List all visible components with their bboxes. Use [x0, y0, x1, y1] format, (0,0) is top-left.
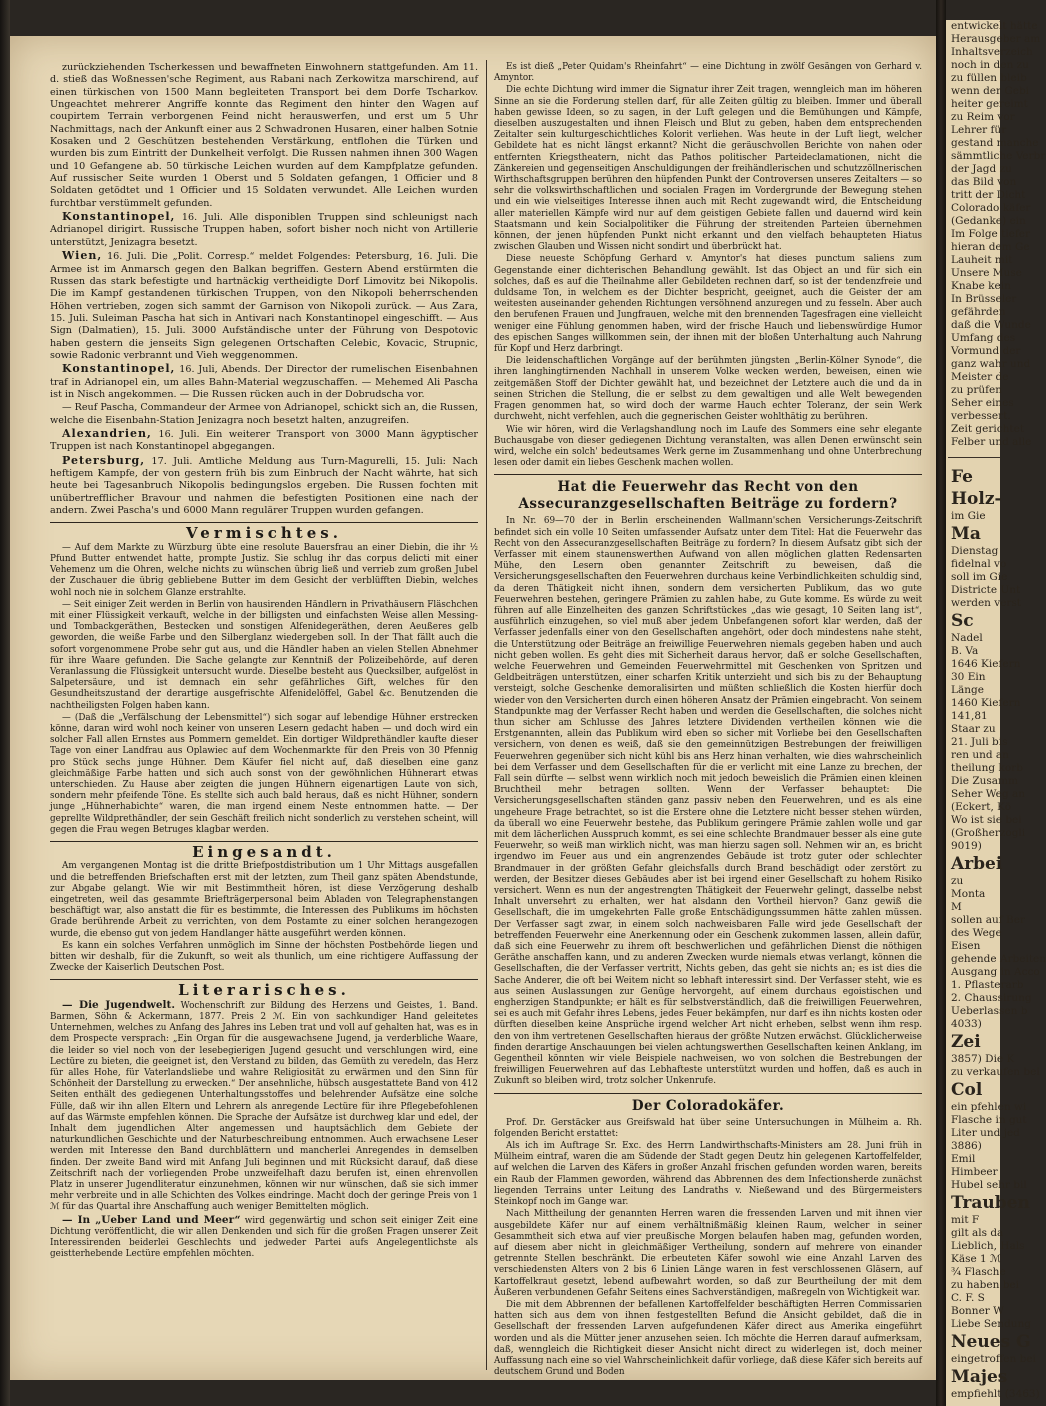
- vermischtes-item-3: — (Daß die „Verfälschung der Lebensmittel“) sich sogar auf lebendige Hühner erstrecken könne, daran wird wohl noch keiner von unseren Lesern gedacht haben — und doch wird ein solcher Fall allen Ernstes aus Pommern gemeldet. Ein dortiger Wildprethändler kaufte dieser Tage von einer Landfrau aus Oplawiec auf dem Wochenmarkte für den Preis von 30 Pfennig pro Stück sechs junge Hühner. Dem Käufer fiel nicht auf, daß dieselben eine ganz gleichmäßige Farbe hatten und sich auch sonst von der gewöhnlichen Hühnerart etwas unterschieden. Zu Hause aber zeigten die jungen Hühnern eigenartigen Laute von sich, sondern mehr pfeifende Töne. Es stellte sich auch bald heraus, daß es nicht Hühner, sondern junge „Hühnerhabichte“ waren, die man irgend einem Neste entnommen hatte. — Der geprellte Wildprethändler, der sein Geschäft freilich nicht sonderlich zu verstehen scheint, will gegen die Frau wegen Betruges klagbar werden.: [50, 712, 478, 835]
- adjacent-fragment: (Gedanke) ein: [951, 215, 1026, 227]
- adjacent-fragment: Hubel sehr bil: [951, 1179, 1027, 1191]
- adjacent-fragment: gehende Arbeiten: [951, 953, 1046, 965]
- adjacent-fragment: Umfang des: [951, 332, 1016, 344]
- review-paragraph-2: Die echte Dichtung wird immer die Signatur ihrer Zeit tragen, wenngleich man im höheren Sinne an sie die Forderung stellen darf, für alle Zeiten gültig zu bleiben. Immer und überall haben gewisse Ideen, so zu sagen, in der Luft gelegen und die Bemühungen und Kämpfe, dieselben auszugestalten und ihnen Fleisch und Blut zu geben, haben dem entsprechenden Zeitalter sein kulturgeschichtliches Kolorit verliehen. Was heute in der Luft liegt, welcher Gebildete hat es nicht längst erkannt? Nicht die geräuschvollen Berichte von nahen oder entfernten Kriegstheatern, nicht das Pathos politischer Parteideclamationen, nicht die Zänkereien und gegenseitigen Anschuldigungen der freihändlerischen und schutzzöllnerischen Wirthschaftsgruppen berühren den hüpfenden Punkt der Controversen unseres Zeitalters — so sehr die volkswirthschaftlichen und socialen Fragen im Vordergrunde der Bewegung stehen und ein wie vielseitiges Interesse ihnen auch mit Recht zugewandt wird, die Entscheidung aller materiellen Kämpfe wird nur auf dem geistigen Gebiete fallen und dauernd wird kein Staatsmann und kein Socialpolitiker die Führung der streitenden Parteien übernehmen können, der jenen hüpfenden Punkt nicht erkannt und den vielfach behaupteten Hiatus zwischen Glauben und Wissen nicht sondirt und überbrückt hat.: [494, 85, 922, 253]
- adjacent-fragment: Knabe kein: [951, 280, 1011, 292]
- adjacent-fragment: Colorado käfer: [951, 202, 1031, 214]
- dispatch-place: Konstantinopel,: [62, 210, 176, 224]
- adjacent-fragment: noch in den zu: [951, 59, 1029, 71]
- section-divider: [50, 841, 478, 842]
- adjacent-fragment: empfiehlt (3463): [951, 1388, 1040, 1400]
- colorado-paragraph-1: Prof. Dr. Gerstäcker aus Greifswald hat über seine Untersuchungen in Mülheim a. Rh. folgenden Bericht erstattet:: [494, 1117, 922, 1139]
- adjacent-fragment: mit F: [951, 1214, 980, 1226]
- section-divider: [494, 474, 922, 475]
- adjacent-fragment: 3886): [951, 1140, 982, 1152]
- adjacent-fragment: zu prüfen: [951, 384, 1002, 396]
- adjacent-fragment: Lauheit mit: [951, 254, 1013, 266]
- adjacent-fragment: hieran dem Ge: [951, 241, 1030, 253]
- adjacent-fragment: Liebe Sendung: [951, 1318, 1031, 1330]
- dispatch-place: Wien,: [62, 249, 103, 263]
- review-text: wird gegenwärtig und schon seit einiger Zeit eine Dichtung veröffentlicht, die wir allen Denkenden und sich für die großen Fragen unserer Zeit Interessirenden beiderlei Geschlechts und jedweder Partei aufs Angelegentlichste als geistterhebende Lectüre empfehlen möchten.: [50, 1215, 478, 1260]
- adjacent-fragment: Wo ist sie bei: [951, 814, 1022, 826]
- adjacent-fragment: Ueberlassen b: [951, 1005, 1028, 1017]
- adjacent-text-fragments: [946, 20, 1046, 449]
- adjacent-fragment: Col: [951, 1080, 983, 1100]
- adjacent-fragment: entwickelt hätte: [951, 20, 1038, 32]
- eingesandt-paragraph-1: Am vergangenen Montag ist die dritte Briefpostdistribution um 1 Uhr Mittags ausgefallen und die betreffenden Briefschaften erst mit der letzten, zum Theil ganz späten Abendstunde, zur Abgabe gelangt. Wie wir mit Bestimmtheit hören, ist diese Verzögerung deshalb eingetreten, weil das gesammte Briefträgerpersonal beim Abladen von Telegraphenstangen beschäftigt war, also anstatt die für es bestimmte, die Interessen des Publikums im höchsten Grade berührende Arbeit zu verrichten, von dem Postamte zu einer solchen herangezogen wurde, die ebenso gut von jedem Handlanger hätte ausgeführt werden können.: [50, 861, 478, 939]
- adjacent-fragment: werden verst: [951, 597, 1022, 609]
- adjacent-fragment: gilt als da: [951, 1227, 1004, 1239]
- coloradokaefer-article: [494, 1118, 922, 1379]
- adjacent-fragment: eingetroffen bei: [951, 1353, 1036, 1365]
- adjacent-fragment: zu Reim vor: [951, 111, 1015, 123]
- dispatch-text: 16. Juli. Ein weiterer Transport von 3000 Mann ägyptischer Truppen ist nach Konstantinopel abgegangen.: [50, 428, 478, 453]
- adjacent-fragment: Monta: [951, 888, 986, 900]
- adjacent-fragment: Bonner W: [951, 1305, 1004, 1317]
- adjacent-fragment: Emil: [951, 1153, 976, 1165]
- adjacent-fragment: 30 Ein: [951, 671, 986, 683]
- adjacent-fragment: Majes: [951, 1367, 1008, 1387]
- adjacent-fragment: 1460 Kiefern: [951, 697, 1021, 709]
- adjacent-fragment: heiter gereimt: [951, 98, 1028, 110]
- adjacent-fragment: C. F. S: [951, 1292, 985, 1304]
- adjacent-fragment: Districte Unt: [951, 584, 1021, 596]
- review-text: Wochenschrift zur Bildung des Herzens und Geistes, 1. Band. Barmen, Söhn & Ackermann, 1877. Preis 2 ℳ. Ein von sachkundiger Hand geleitetes Unternehmen, welches zu Anfang des Jahres ins Leben trat und voll auf gehalten hat, was es in dem Prospecte versprach: „Ein Organ für die ausgewachsene Jugend, ja verderbliche Waare, die leider so viel noch von der lesebegierigen Jugend gesucht und verschlungen wird, eine Lectüre zu bieten, die geeignet ist, den Verstand zu bilden, das Gemüth zu veredeln, das Herz für alles Hohe, für Vaterlandsliebe und wahre Religiosität zu erwärmen und den Sinn für Schönheit der Darstellung zu erwecken.“ Der ansehnliche, hübsch ausgestattete Band von 412 Seiten enthält des gediegenen Unterhaltungsstoffes und belehrender Aufsätze eine solche Fülle, daß wir ihn allen Eltern und Lehrern als anregende Lectüre für ihre Pflegebefohlenen auf das Wärmste empfehlen können. Die Sprache der Aufsätze ist durchweg klar und edel, der Inhalt dem jugendlichen Alter angemessen und hauptsächlich dem Gebiete der naturkundlichen Geschichte und der Naturbeschreibung entnommen. Auch erwachsene Leser werden mit Interesse den Band durchblättern und mancherlei Anregendes in demselben finden. Der zweite Band wird mit Anfang Juli beginnen und mit Rücksicht darauf, daß diese Zeitschrift nach der vorliegenden Probe unzweifelhaft dazu berufen ist, einen ehrenvollen Platz in unserer Jugendliteratur einzunehmen, können wir nur wünschen, daß sie sich immer mehr verbreite und in alle Schichten des Volkes eindringe. Macht doch der geringe Preis von 1 ℳ für das Quartal ihre Anschaffung auch weniger Bemittelten möglich.: [50, 1000, 478, 1213]
- article-heading-coloradokaefer: Der Coloradokäfer.: [631, 1097, 785, 1114]
- adjacent-fragment: zu füllen bleib: [951, 72, 1027, 84]
- dispatch-place: Petersburg,: [62, 453, 146, 467]
- adjacent-fragment: gestand manche: [951, 137, 1039, 149]
- adjacent-fragment: 1646 Kiefern: [951, 658, 1021, 670]
- dispatch-konstantinopel-2: [50, 363, 478, 401]
- adjacent-fragment: verbessert.: [951, 410, 1011, 422]
- adjacent-fragment: Meister de: [951, 371, 1009, 383]
- left-column: [50, 62, 478, 1370]
- right-column: [494, 62, 923, 1378]
- adjacent-fragment: Himbeer: [951, 1166, 998, 1178]
- adjacent-fragment: Zei: [951, 1032, 981, 1052]
- review-title: — Die Jugendwelt.: [62, 998, 176, 1011]
- vermischtes-item-1: — Auf dem Markte zu Würzburg übte eine resolute Bauersfrau an einer Diebin, die ihr ½ Pfund Butter entwendet hatte, prompte Justiz. Sie schlug ihr das corpus delicti mit einer Vehemenz um die Ohren, welche nichts zu wünschen übrig ließ und verrieb zum großen Jubel der Zuschauer die übrig gebliebene Butter im dem Gesicht der verblüfften Diebin, welches wohl noch nie in solchem Glanze erstrahlte.: [50, 542, 478, 598]
- adjacent-fragment: Arbei: [951, 854, 1003, 874]
- adjacent-divider: [948, 457, 1000, 458]
- eingesandt-body: [50, 861, 478, 974]
- colorado-paragraph-4: Die mit dem Abbrennen der befallenen Kartoffelfelder beschäftigten Herren Commissarien hatten sich aus dem von ihnen festgestellten Befund die Ansicht gebildet, daß die in Gesellschaft der fressenden Larven aufgefundenen Käfer direct aus Amerika eingeführt worden und als die Mütter jener anzusehen seien. Ich möchte die Herren darauf aufmerksam, daß, wenngleich die Richtigkeit dieser Ansicht nicht direct zu widerlegen ist, doch meiner Auffassung nach eine so viel Wahrscheinlichkeit dafür vorliege, daß diese Käfer sich bereits auf deutschem Grund und Boden: [494, 1299, 922, 1378]
- dispatch-wien: [50, 250, 478, 362]
- adjacent-fragment: der Jagd zu: [951, 163, 1012, 175]
- dispatch-alexandrien: [50, 428, 478, 454]
- adjacent-fragment: Die Zusamm: [951, 775, 1018, 787]
- section-divider: [50, 979, 478, 980]
- column-divider: [486, 60, 487, 1370]
- adjacent-fragment: Lieblich, Hals: [951, 1240, 1025, 1252]
- book-binding: [0, 0, 10, 1406]
- article-heading-feuerwehr: Hat die Feuerwehr das Recht von den Assecuranzgesellschaften Beiträge zu fordern?: [518, 479, 898, 513]
- adjacent-fragment: M: [951, 901, 962, 913]
- literarisches-item-1: [50, 1000, 478, 1214]
- eingesandt-paragraph-2: Es kann ein solches Verfahren unmöglich im Sinne der höchsten Postbehörde liegen und bitten wir deshalb, für die Zukunft, so weit als thunlich, um eine richtigere Auffassung der Zwecke der Kaiserlich Deutschen Post.: [50, 940, 478, 974]
- adjacent-fragment: Inhaltsverzeich: [951, 46, 1033, 58]
- adjacent-fragment: Fe: [951, 467, 973, 487]
- adjacent-fragment: Eisen: [951, 940, 981, 952]
- adjacent-fragment: 3857) Die K: [951, 1053, 1015, 1065]
- adjacent-fragment: Ausgang in Acco: [951, 966, 1040, 978]
- rheinfahrt-review: [494, 62, 922, 469]
- adjacent-fragment: sämmtliche Verbr: [951, 150, 1046, 162]
- adjacent-page-edge: [946, 20, 1046, 1406]
- dispatch-petersburg: [50, 455, 478, 518]
- vermischtes-item-2: — Seit einiger Zeit werden in Berlin von hausirenden Händlern in Privathäusern Fläschchen mit einer Flüssigkeit verkauft, welche in der billigsten und einfachsten Weise allen Messing- und Tombackgeräthen, Bestecken und sonstigen Alfenidegeräthen, deren Aeußeres gelb geworden, die weiße Farbe und den Silberglanz wiedergeben soll. In der That fällt auch die sofort vorgenommene Probe sehr gut aus, und die Händler haben an vielen Stellen Abnehmer für ihre Waare gefunden. Die Sache gelangte zur Kenntniß der Polizeibehörde, auf deren Veranlassung die Flüssigkeit untersucht wurde. Dieselbe besteht aus Quecksilber, aufgelöst in Salpetersäure, und ist demnach ein sehr gefährliches Gift, welches für den Gesundheitszustand der derartige ausgefrischte Alfenidelöffel, Gabel &c. Benutzenden die nachtheiligsten Folgen haben kann.: [50, 599, 478, 711]
- adjacent-fragment: Dienstag: [951, 545, 999, 557]
- adjacent-fragment: Herausgeber am: [951, 33, 1041, 45]
- adjacent-fragment: Sc: [951, 611, 974, 631]
- adjacent-fragment: Nadel: [951, 632, 983, 644]
- war-report-intro: zurückziehenden Tscherkessen und bewaffneten Einwohnern stattgefunden. Am 11. d. stieß das Woßnessen'sche Regiment, aus Rabani nach Zerkowitza marschirend, auf einen türkischen von 1500 Mann begleiteten Transport bei dem Dorfe Tscharkov. Ungeachtet mehrerer Angriffe konnte das Regiment den hinter den Wagen auf coupirtem Terrain verborgenen Feind nicht herauswerfen, und erst um 5 Uhr Nachmittags, nach der Ankunft einer aus 2 Schwadronen Husaren, einer halben Sotnie Kosaken und 2 Geschützen bestehenden Verstärkung, entflohen die Türken und wurden bis zum Eintritt der Dunkelheit verfolgt. Die Russen nahmen ihnen 300 Wagen und 10 Gefangene ab. 50 türkische Leichen wurden auf dem Kampfplatze gefunden. Auf russischer Seite wurden 1 Oberst und 5 Soldaten gefangen, 1 Officier und 8 Soldaten getödtet und 1 Officier und 15 Soldaten verwundet. Alle Leichen wurden furchtbar verstümmelt gefunden.: [50, 62, 478, 209]
- newspaper-page: [10, 36, 936, 1380]
- adjacent-fragment: ganz wahr und: [951, 358, 1031, 370]
- adjacent-fragment: Liter und jed: [951, 1127, 1020, 1139]
- literarisches-item-2: [50, 1215, 478, 1261]
- adjacent-fragment: Trauben: [951, 1193, 1030, 1213]
- adjacent-fragment: 141,81: [951, 710, 988, 722]
- adjacent-fragment: Vormund der: [951, 345, 1021, 357]
- dispatch-place: Konstantinopel,: [62, 362, 176, 376]
- adjacent-fragment: sollen auf Ber: [951, 914, 1025, 926]
- adjacent-fragment: ren und an: [951, 749, 1009, 761]
- dispatch-text: 16. Juli, Abends. Der Director der rumelischen Eisenbahnen traf in Adrianopel ein, um alles Bahn-Material wegzuschaffen. — Mehemed Ali Pascha ist in Nisch angekommen. — Die Russen rücken auch in der Dobrudscha vor.: [50, 364, 478, 400]
- colorado-paragraph-3: Nach Mittheilung der genannten Herren waren die fressenden Larven und mit ihnen vier ausgebildete Käfer nur auf einem verhältnißmäßig kleinen Raum, welcher in seiner Gesammtheit sich etwa auf vier preußische Morgen belaufen haben mag, gefunden worden, auf diesem aber nicht in gleichmäßiger Vertheilung, sondern auf mehrere von einander getrennte Stellen beschränkt. Die erbeuteten Käfer sowohl wie eine Anzahl Larven des verschiedensten Alters von 2 bis 6 Linien Länge waren in fest verschlossenen Gläsern, auf Kartoffelkraut gesetzt, lebend aufbewahrt worden, so daß zur Beurtheilung der mit dem Äußeren verbundenen Gefahr Seitens eines Sachverständigen, maßregeln von Wichtigkeit war.: [494, 1209, 922, 1298]
- adjacent-fragment: ¾ Flasche: [951, 1266, 1006, 1278]
- section-heading-eingesandt: Eingesandt.: [192, 843, 336, 861]
- adjacent-fragment: Flasche in gut: [951, 1114, 1027, 1126]
- vermischtes-body: [50, 543, 478, 836]
- section-divider: [50, 522, 478, 523]
- adjacent-fragment: wenn der Gebi: [951, 85, 1030, 97]
- dispatch-text: 17. Juli. Amtliche Meldung aus Turn-Magurelli, 15. Juli: Nach heftigem Kampfe, der von gestern früh bis zum Einbruch der Nacht währte, hat sich heute bei Tagesanbruch Nikopolis bedingungslos ergeben. Die Russen fochten mit unübertrefflicher Bravour und nahmen die befestigten Positionen eine nach der andern. Zwei Pascha's und 6000 Mann regulärer Truppen wurden gefangen.: [50, 455, 478, 517]
- literarisches-body: [50, 1000, 478, 1261]
- dispatch-text: 16. Juli. Die „Polit. Corresp.“ meldet Folgendes: Petersburg, 16. Juli. Die Armee ist im Anmarsch gegen den Balkan begriffen. Gestern Abend erstürmten die Russen das stark befestigte und hartnäckig vertheidigte Dorf Limovitz bei Nikopolis. Die im Kampf gestandenen türkischen Truppen, von den Nikopoli beherrschenden Höhen vertrieben, zogen sich sammt der Garnison von Nikopoli zurück. — Aus Zara, 15. Juli. Suleiman Pascha hat sich in Antivari nach Konstantinopel eingeschifft. — Aus Sign (Dalmatien), 15. Juli. 3000 Aufständische unter der Führung von Despotovic haben gestern die jenseits Sign gelegenen Ortschaften Celebic, Kovacic, Strupnic, sowie Radonic verbrannt und Vieh weggenommen.: [50, 251, 478, 361]
- adjacent-fragment: zu verkaufen bei: [951, 1066, 1040, 1078]
- dispatch-reuf-pascha: — Reuf Pascha, Commandeur der Armee von Adrianopel, schickt sich an, die Russen, welche die Eisenbahn-Station Jenizagra noch besetzt halten, anzugreifen.: [50, 402, 478, 426]
- adjacent-fragment: Staar zu: [951, 723, 996, 735]
- adjacent-fragment: tritt der Dicht: [951, 189, 1026, 201]
- adjacent-fragment: (Eckert, Kö: [951, 801, 1012, 813]
- adjacent-fragment: 2. Chaussirung: [951, 992, 1032, 1004]
- adjacent-fragment: 21. Juli bis: [951, 736, 1008, 748]
- adjacent-fragment: theilung korb: [951, 762, 1023, 774]
- adjacent-fragment: das Bild von: [951, 176, 1017, 188]
- colorado-paragraph-2: Als ich im Auftrage Sr. Exc. des Herrn Landwirthschafts-Ministers am 28. Juni früh in Mülheim eintraf, waren die am Südende der Stadt gegen Deutz hin gelegenen Kartoffelfelder, auf welchen die Larven des Käfers in großer Anzahl frischen gefunden worden waren, bereits ein Raub der Flammen geworden, während das Abbrennen des dem Infectionsherde zunächst liegenden Terrains unter Leitung des Landraths v. Nießewand und des Bürgermeisters Steinkopf noch im Gange war.: [494, 1141, 922, 1208]
- adjacent-fragment: Käse 1 ℳ: [951, 1253, 1002, 1265]
- adjacent-fragment: Lehrer für: [951, 124, 1007, 136]
- review-paragraph-5: Wie wir hören, wird die Verlagshandlung noch im Laufe des Sommers eine sehr elegante Buchausgabe von dieser gediegenen Dichtung veranstalten, was allen Denen erwünscht sein wird, welche ein solch' bedeutsames Werk gerne im Zusammenhang und ohne Unterbrechung lesen oder damit ein liebes Geschenk machen wollen.: [494, 424, 922, 469]
- review-paragraph-1: Es ist dieß „Peter Quidam's Rheinfahrt“ — eine Dichtung in zwölf Gesängen von Gerhard v. Amyntor.: [494, 62, 922, 84]
- adjacent-fragment: B. Va: [951, 645, 979, 657]
- feuerwehr-article: [494, 516, 922, 1087]
- adjacent-fragment: Unsere Muse: [951, 267, 1022, 279]
- adjacent-fragment: 1. Pflasterarb: [951, 979, 1024, 991]
- adjacent-fragment: Seher Weg an: [951, 788, 1025, 800]
- adjacent-fragment: ein pfehlen wi: [951, 1101, 1027, 1113]
- adjacent-fragment: daß die Wunde: [951, 319, 1031, 331]
- review-title: — In „Ueber Land und Meer“: [62, 1213, 241, 1226]
- adjacent-fragment: Seher eines: [951, 397, 1014, 409]
- review-paragraph-4: Die leidenschaftlichen Vorgänge auf der berühmten jüngsten „Berlin-Kölner Synode“, die ihren langhingtirnenden Nachhall in unserem Volke wecken werden, beweisen, einen wie zeitgemäßen Stoff der Dichter gewählt hat, und bezeichnet der Letztere auch die und da in seinen Strichen die Stellung, die er selbst zu dem gewaltigen und alle Welt bewegenden Fragen genommen hat, so wird doch der warme Hauch echter Toleranz, der sein Werk durchweht, nicht verfehlen, auch die gegnerischen Geister wohlthätig zu berühren.: [494, 356, 922, 423]
- adjacent-fragment: fidelnal vo: [951, 558, 1007, 570]
- adjacent-fragment: zu haben bei: [951, 1279, 1019, 1291]
- adjacent-fragment: In Brüsseler: [951, 293, 1017, 305]
- adjacent-fragment: gefährden: [951, 306, 1006, 318]
- section-heading-vermischtes: Vermischtes.: [186, 524, 342, 543]
- dispatch-place: Alexandrien,: [62, 426, 152, 440]
- adjacent-fragment: 4033): [951, 1018, 982, 1030]
- adjacent-fragment: Länge: [951, 684, 984, 696]
- feuerwehr-paragraph: In Nr. 69—70 der in Berlin erscheinenden Wallmann'schen Versicherungs-Zeitschrift befindet sich ein volle 10 Seiten umfassender Aufsatz unter dem Titel: Hat die Feuerwehr das Recht von den Assecuranzgesellschaften Beiträge zu fordern? In diesem Aufsatz gibt sich der Verfasser mit einem staunenswerthen Aufwand von allen möglichen glatten Redensarten Mühe, den Lesern oben genannter Zeitschrift zu beweisen, daß die Versicherungsgesellschaften den Feuerwehren durchaus keine Verbindlichkeiten schuldig sind, da deren Thätigkeit nicht ihnen, sondern dem versicherten Publikum, das wo gute Feuerwehren bestehen, geringere Prämien zu zahlen habe, zu Gute komme. Es würde zu weit führen auf alle Einzelheiten des ganzen Schriftstückes „das wie gesagt, 10 Seiten lang ist“, ausführlich einzugehen, so viel muß aber jedem Unbefangenen sofort klar werden, daß der Verfasser jedenfalls einer von den Gesellschaften angehört, oder doch mindestens nahe steht, die Unterstützung oder Beiträge an freiwillige Feuerwehren niemals gegeben haben und auch nicht geben wollen. Es geht dies mit Sicherheit daraus hervor, daß er solche Gesellschaften, welche Feuerwehren und Gemeinden Feuerwehrmittel mit Geschenken von Spritzen und Geldbeiträgen unterstützen, einer scharfen Kritik unterzieht und sich bis zu der Behauptung versteigt, solche Geschenke demoralisirten und müßten schließlich die Kosten hierfür doch wieder von den Versicherten durch einen höheren Ansatz der Prämien eingebracht. Von seinem Standpunkte mag der Verfasser Recht haben und werden die Gesellschaften, die solches nicht thun sicher am Schlusse des Jahres letztere Dividenden vertheilen können wie die Erstgenannten, allein das Publikum wird eben so sicher mit Vorliebe bei den Gesellschaften versichern, von denen es weiß, daß sie den gemeinnützigen Bestrebungen der freiwilligen Feuerwehren gegenüber sich nicht kühl bis ans Herz hinan verhalten, wie dies wahrscheinlich bei dem Verfasser und dem Gesellschaften für die er verlicht mit eine Lanze zu brechen, der Fall sein dürfte — selbst wenn wirklich noch mit jedoch beweislich die Prämien einen kleinen Bruchtheil mehr betragen sollten. Wenn der Verfasser behauptet: Die Versicherungsgesellschaften ständen ganz passiv neben den Feuerwehren, und es als eine ungeheure Frage betrachtet, so ist die Erstere ohne die Letztere nicht besser stehen würden, da überall wo eine Feuerwehr bestehe, das Publikum geringere Prämie zahlen wolle und gar mit dem lächerlichen Ausspruch kommt, es sei eine schlechte Brandmauer besser als eine gute Feuerwehr, so weiß man wirklich nicht, was man hierzu sagen soll. Nehmen wir an, es bricht irgendwo im Feuer aus und ein angrenzendes Gebäude ist trotz guter oder schlechter Brandmauer in der größten Gefahr gleichsfalls durch Brand beschädigt oder zerstört zu werden, der Besitzer dieses Gebäudes aber ist bei irgend einer Gesellschaft zu hohem Risiko versichert. Wenn es nun der angestrengten Thätigkeit der Feuerwehr gelingt, dasselbe nebst Inhalt unversehrt zu erhalten, wer hat alsdann den Vortheil hiervon? Ganz gewiß die Gesellschaft, die im umgekehrten Falle große Entschädigungssummen hätte zahlen müssen. Der Verfasser sagt zwar, in einem solch nachweisbaren Falle wird jede Gesellschaft der betreffenden Feuerwehr eine Anerkennung oder ein Geschenk zukommen lassen, allein dafür, daß sich eine Feuerwehr zu ihrem oft beschwerlichen und gefährlichen Dienst die nöthigen Geräthe anschaffen kann, und zu anderen Zwecken wurde niemals etwas verlangt, können die Gesellschaften, die der Verfasser vertritt, Nichts geben, das geht sie nichts an; es ist dies die Sache Anderer, die oft bei Weitem nicht so lebhaft interessirt sind. Der Verfasser steht, wie es aus seinen Auslassungen zur Genüge hervorgeht, auf einem durchaus egoistischen und engherzigen Standpunkte; er hält es für selbstverständlich, daß die freiwilligen Feuerwehren, sei es auch mit Gefahr ihres Lebens, jedes Feuer bekämpfen, nur darf es ihn nichts kosten oder dürften dieselben keine Ansprüche irgend welcher Art nicht erheben, selbst wenn ihm resp. den von ihm vertretenen Gesellschaften hieraus der größte Nutzen erwächst. Glücklicherweise finden derartige Anschauungen bei vielen achtungswerthen Gesellschaften keinen Anklang, im Gegentheil könnten wir viele Beispiele nachweisen, wo von solchen die Bestrebungen der freiwilligen Feuerwehren auf das Lebhafteste unterstützt wurden und hoffen, daß es auch in Zukunft so bleiben wird, trotz solcher Unkenrufe.: [494, 516, 923, 1087]
- adjacent-fragment: Zeit gerichtet: [951, 423, 1025, 435]
- adjacent-fragment: soll im Gie: [951, 571, 1008, 583]
- adjacent-fragment: des Wege: [951, 927, 1002, 939]
- review-paragraph-3: Diese neueste Schöpfung Gerhard v. Amyntor's hat dieses punctum saliens zum Gegenstande einer dichterischen Behandlung gewählt. Ist das Object an und für sich ein solches, daß es auf die Theilnahme aller Gebildeten rechnen darf, so ist der tendenzfreie und duldsame Ton, in welchem es der Dichter bespricht, geeignet, auch die Geister der am weitesten auseinander gehenden Richtungen versöhnend anzuregen und zu fesseln. Aber auch den berufenen Frauen und Jungfrauen, welche mit den brennenden Tagesfragen eine vielleicht weniger eine Fühlung genommen haben, wird der frische Hauch und liebenswürdige Humor des epischen Sanges willkommen sein, der ihnen mit der bloßen Unterhaltung auch Nahrung für Kopf und Herz darbringt.: [494, 254, 922, 355]
- adjacent-fragment: Im Folge tiefer: [951, 228, 1031, 240]
- adjacent-fragment: (Großherzogli: [951, 827, 1026, 839]
- adjacent-fragment: Felber und alle: [951, 436, 1032, 448]
- adjacent-fragment: Holz-: [951, 489, 1002, 509]
- adjacent-fragment: im Gie: [951, 510, 986, 522]
- dispatch-text: 16. Juli. Alle disponiblen Truppen sind schleunigst nach Adrianopel dirigirt. Russische Truppen haben, sofort bisher noch nicht von Artillerie unterstützt, Jenizagra besetzt.: [50, 212, 478, 248]
- section-divider: [494, 1093, 922, 1094]
- book-gutter: [936, 0, 946, 1406]
- adjacent-ad-fragments: [946, 466, 1046, 1401]
- dispatch-konstantinopel-1: [50, 211, 478, 249]
- adjacent-fragment: Neues G: [951, 1332, 1031, 1352]
- adjacent-fragment: Ma: [951, 524, 981, 544]
- section-heading-literarisches: Literarisches.: [178, 981, 350, 1000]
- adjacent-fragment: 9019): [951, 840, 982, 852]
- adjacent-fragment: zu: [951, 875, 964, 887]
